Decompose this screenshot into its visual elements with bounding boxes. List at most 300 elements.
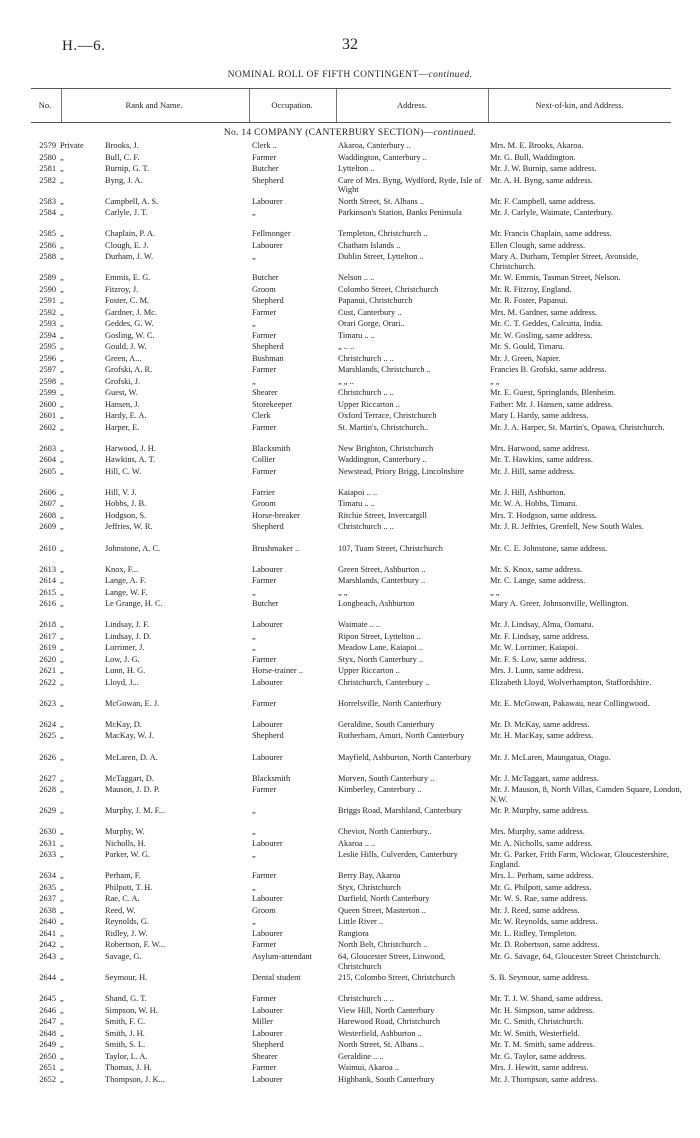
row-rank: „ bbox=[60, 342, 64, 352]
row-name: Hawkins, A. T. bbox=[105, 455, 156, 465]
row-next-of-kin: Mr. D. McKay, same address. bbox=[490, 719, 590, 729]
row-rank: „ bbox=[60, 307, 64, 317]
row-occupation: Shepherd bbox=[252, 522, 284, 532]
row-name: Simpson, W. H. bbox=[105, 1005, 158, 1015]
table-row bbox=[0, 388, 700, 400]
row-name: Lindsay, J. F. bbox=[105, 620, 150, 630]
row-name: Gardner, J. Mc. bbox=[105, 307, 157, 317]
row-occupation: Farmer bbox=[252, 307, 277, 317]
row-number: 2647 bbox=[39, 1017, 56, 1027]
row-number: 2614 bbox=[39, 576, 56, 586]
row-next-of-kin: Mr. G. Bull, Waddington. bbox=[490, 152, 576, 162]
row-number: 2604 bbox=[39, 455, 56, 465]
row-address: Styx, Christchurch bbox=[338, 882, 401, 892]
row-address: Marshlands, Canterbury .. bbox=[338, 576, 426, 586]
table-row bbox=[0, 1017, 700, 1029]
row-address: Nelson .. .. bbox=[338, 273, 375, 283]
row-occupation: Dental student bbox=[252, 973, 301, 982]
row-occupation: Labourer bbox=[252, 752, 283, 762]
row-next-of-kin: Mr. W. Emmis, Tasman Street, Nelson. bbox=[490, 273, 621, 283]
row-address: Rangiora bbox=[338, 928, 369, 938]
row-rank: „ bbox=[60, 666, 64, 676]
row-name: Reed, W. bbox=[105, 905, 136, 915]
row-address: Horrelsville, North Canterbury bbox=[338, 698, 442, 708]
row-occupation: Farmer bbox=[252, 654, 277, 664]
row-name: McGowan, E. J. bbox=[105, 698, 160, 708]
table-row bbox=[0, 164, 700, 176]
row-number: 2580 bbox=[39, 152, 56, 162]
row-number: 2598 bbox=[39, 376, 56, 386]
row-occupation: Labourer bbox=[252, 240, 283, 250]
row-occupation: Farmer bbox=[252, 422, 277, 432]
row-next-of-kin: Mr. J. Green, Napier. bbox=[490, 353, 561, 363]
row-number: 2588 bbox=[39, 252, 56, 262]
row-next-of-kin: Mr. E. McGowan, Pakawau, near Collingwood. bbox=[490, 698, 650, 708]
row-rank: „ bbox=[60, 894, 64, 904]
row-occupation: „ bbox=[252, 882, 256, 892]
row-address: Mayfield, Ashburton, North Canterbury bbox=[338, 752, 472, 762]
row-name: Gould, J. W. bbox=[105, 342, 147, 352]
table-row bbox=[0, 208, 700, 229]
row-next-of-kin: Mr. H. MacKay, same address. bbox=[490, 731, 594, 741]
table-row bbox=[0, 229, 700, 241]
row-next-of-kin: Mr. T. Hawkins, same address. bbox=[490, 455, 593, 465]
row-occupation: Farmer bbox=[252, 994, 277, 1004]
row-address: 215, Colombo Street, Christchurch bbox=[338, 973, 456, 982]
row-occupation: Butcher bbox=[252, 273, 279, 283]
row-rank: „ bbox=[60, 376, 64, 386]
row-name: Ridley, J. W. bbox=[105, 928, 148, 938]
row-name: Carlyle, J. T. bbox=[105, 208, 148, 218]
row-next-of-kin: Mr. C. Smith, Christchurch. bbox=[490, 1017, 584, 1027]
row-name: Geddes, G. W. bbox=[105, 319, 154, 329]
table-row bbox=[0, 411, 700, 423]
row-rank: „ bbox=[60, 973, 64, 982]
row-occupation: Labourer bbox=[252, 1028, 283, 1038]
row-rank: „ bbox=[60, 1005, 64, 1015]
row-number: 2643 bbox=[39, 951, 56, 961]
row-number: 2590 bbox=[39, 284, 56, 294]
row-address: Akaroa, Canterbury .. bbox=[338, 141, 411, 150]
row-address: Geraldine, South Canterbury bbox=[338, 719, 435, 729]
row-name: Hodgson, S. bbox=[105, 510, 147, 520]
row-occupation: Butcher bbox=[252, 599, 279, 609]
row-occupation: „ bbox=[252, 252, 256, 262]
table-row bbox=[0, 1052, 700, 1064]
row-rank: „ bbox=[60, 499, 64, 509]
column-header-no: No. bbox=[38, 100, 52, 110]
row-number: 2586 bbox=[39, 240, 56, 250]
row-number: 2631 bbox=[39, 838, 56, 848]
row-next-of-kin: Mr. C. E. Johnstone, same address. bbox=[490, 543, 608, 553]
row-address: Leslie Hills, Culverden, Canterbury bbox=[338, 850, 458, 860]
row-address: Christchurch .. .. bbox=[338, 994, 394, 1004]
row-number: 2607 bbox=[39, 499, 56, 509]
table-row bbox=[0, 342, 700, 354]
row-name: Thompson, J. K... bbox=[105, 1074, 165, 1084]
row-name: Savage, G. bbox=[105, 951, 142, 961]
row-rank: „ bbox=[60, 455, 64, 465]
row-number: 2597 bbox=[39, 365, 56, 375]
row-address: Colombo Street, Christchurch bbox=[338, 284, 439, 294]
row-next-of-kin: Mr. J. R. Jeffries, Grenfell, New South Wales. bbox=[490, 522, 644, 532]
section-heading-continued: continued. bbox=[433, 128, 477, 138]
row-occupation: „ bbox=[252, 376, 256, 386]
row-occupation: „ bbox=[252, 643, 256, 653]
row-next-of-kin: Mr. T. M. Smith, same address. bbox=[490, 1040, 595, 1050]
row-rank: „ bbox=[60, 599, 64, 609]
row-address: Kaiapoi .. .. bbox=[338, 487, 378, 497]
table-row bbox=[0, 871, 700, 883]
row-address: Darfield, North Canterbury bbox=[338, 894, 430, 904]
row-name: Parker, W. G. bbox=[105, 850, 151, 860]
row-name: Lange, A. F. bbox=[105, 576, 146, 586]
row-number: 2624 bbox=[39, 719, 56, 729]
table-row bbox=[0, 774, 700, 786]
row-rank: „ bbox=[60, 1028, 64, 1038]
row-address: View Hill, North Canterbury bbox=[338, 1005, 435, 1015]
row-next-of-kin: Mr. E. Guest, Springlands, Blenheim. bbox=[490, 388, 616, 398]
row-occupation: Groom bbox=[252, 499, 276, 509]
row-address: Morven, South Canterbury .. bbox=[338, 773, 435, 783]
row-name: Grofski, A. R. bbox=[105, 365, 153, 375]
row-occupation: „ bbox=[252, 208, 256, 218]
row-address: Akaroa .. .. bbox=[338, 838, 376, 848]
table-row bbox=[0, 544, 700, 565]
table-header bbox=[31, 88, 671, 123]
row-next-of-kin: Mr. Francis Chaplain, same address. bbox=[490, 229, 612, 239]
table-row bbox=[0, 994, 700, 1006]
row-next-of-kin: S. B. Seymour, same address. bbox=[490, 973, 590, 982]
row-rank: „ bbox=[60, 1040, 64, 1050]
row-name: Lindsay, J. D. bbox=[105, 631, 152, 641]
row-name: Lloyd, J... bbox=[105, 677, 139, 687]
row-rank: „ bbox=[60, 240, 64, 250]
row-next-of-kin: Mrs. J. Lunn, same address. bbox=[490, 666, 584, 676]
row-occupation: Labourer bbox=[252, 894, 283, 904]
row-occupation: Labourer bbox=[252, 677, 283, 687]
row-address: Queen Street, Masterton .. bbox=[338, 905, 426, 915]
row-next-of-kin: Mr. F. Campbell, same address. bbox=[490, 196, 596, 206]
row-name: Lorrimer, J. bbox=[105, 643, 145, 653]
row-next-of-kin: Mr. L. Ridley, Templeton. bbox=[490, 928, 577, 938]
row-occupation: Groom bbox=[252, 905, 276, 915]
table-row bbox=[0, 620, 700, 632]
row-rank: „ bbox=[60, 785, 64, 795]
row-name: McKay, D. bbox=[105, 719, 142, 729]
row-number: 2584 bbox=[39, 208, 56, 218]
row-next-of-kin: Mr. J. Carlyle, Waimate, Canterbury. bbox=[490, 208, 614, 218]
row-occupation: Clerk bbox=[252, 411, 271, 421]
table-row bbox=[0, 906, 700, 918]
table-row bbox=[0, 666, 700, 678]
row-next-of-kin: Mrs. L. Perham, same address. bbox=[490, 871, 594, 881]
table-row bbox=[0, 319, 700, 331]
row-occupation: Horse-trainer .. bbox=[252, 666, 303, 676]
row-rank: „ bbox=[60, 522, 64, 532]
row-address: Styx, North Canterbury .. bbox=[338, 654, 424, 664]
row-name: Knox, F... bbox=[105, 564, 139, 574]
row-number: 2635 bbox=[39, 882, 56, 892]
row-name: Perham, F. bbox=[105, 871, 141, 881]
row-address: North Street, St. Albans .. bbox=[338, 1040, 425, 1050]
row-address: Geraldine .. .. bbox=[338, 1051, 384, 1061]
table-row bbox=[0, 940, 700, 952]
row-address: Kimberley, Canterbury .. bbox=[338, 785, 422, 795]
row-number: 2613 bbox=[39, 564, 56, 574]
row-name: Philpott, T. H. bbox=[105, 882, 153, 892]
row-address: Dublin Street, Lyttelton .. bbox=[338, 252, 424, 262]
table-row bbox=[0, 827, 700, 839]
row-next-of-kin: Mr. H. Simpson, same address. bbox=[490, 1005, 595, 1015]
row-next-of-kin: Elizabeth Lloyd, Wolverhampton, Staffordshire. bbox=[490, 677, 652, 687]
row-number: 2637 bbox=[39, 894, 56, 904]
row-rank: „ bbox=[60, 353, 64, 363]
row-number: 2605 bbox=[39, 466, 56, 476]
row-occupation: Farmer bbox=[252, 785, 277, 795]
row-next-of-kin: Mr. J. McLaren, Maungatua, Otago. bbox=[490, 752, 611, 762]
row-next-of-kin: Mr. D. Robertson, same address. bbox=[490, 940, 600, 950]
row-address: 107, Tuam Street, Christchurch bbox=[338, 543, 443, 553]
row-address: „ „ bbox=[338, 587, 348, 597]
table-row bbox=[0, 678, 700, 699]
row-number: 2646 bbox=[39, 1005, 56, 1015]
row-occupation: Labourer bbox=[252, 620, 283, 630]
row-name: Byng, J. A. bbox=[105, 175, 143, 185]
row-next-of-kin: Mr. J. Mauson, 8, North Villas, Camden Square, London, N.W. bbox=[490, 785, 684, 804]
column-header-occupation: Occupation. bbox=[271, 100, 313, 110]
row-address: Newstead, Priory Brigg, Lincolnshire bbox=[338, 466, 464, 476]
row-rank: „ bbox=[60, 1017, 64, 1027]
row-rank: „ bbox=[60, 175, 64, 185]
table-row bbox=[0, 423, 700, 444]
row-rank: „ bbox=[60, 273, 64, 283]
row-occupation: Farrier bbox=[252, 487, 275, 497]
row-address: Green Street, Ashburton .. bbox=[338, 564, 426, 574]
row-address: Waddington, Canterbury .. bbox=[338, 152, 427, 162]
table-row bbox=[0, 141, 700, 153]
row-name: Thomas, J. H. bbox=[105, 1063, 152, 1073]
row-name: Hill, V. J. bbox=[105, 487, 137, 497]
row-occupation: „ bbox=[252, 806, 256, 816]
table-row bbox=[0, 894, 700, 906]
row-occupation: Farmer bbox=[252, 466, 277, 476]
row-rank: „ bbox=[60, 388, 64, 398]
table-row bbox=[0, 917, 700, 929]
row-address: Meadow Lane, Kaiapoi .. bbox=[338, 643, 424, 653]
row-name: Grofski, J. bbox=[105, 376, 141, 386]
row-occupation: Fellmonger bbox=[252, 229, 291, 239]
row-rank: „ bbox=[60, 677, 64, 687]
section-heading bbox=[0, 128, 700, 138]
table-row bbox=[0, 655, 700, 667]
table-row bbox=[0, 511, 700, 523]
row-rank: „ bbox=[60, 731, 64, 741]
row-rank: „ bbox=[60, 905, 64, 915]
row-address: Papanui, Christchurch bbox=[338, 296, 413, 306]
table-row bbox=[0, 1006, 700, 1018]
table-row bbox=[0, 377, 700, 389]
row-address: Christchurch .. .. bbox=[338, 388, 394, 398]
table-row bbox=[0, 699, 700, 720]
row-address: Timaru .. .. bbox=[338, 330, 375, 340]
row-number: 2644 bbox=[39, 973, 56, 982]
row-rank: „ bbox=[60, 564, 64, 574]
row-occupation: Asylum-attendant bbox=[252, 951, 313, 961]
row-name: Fitzroy, J. bbox=[105, 284, 139, 294]
row-name: Burnip, G. T. bbox=[105, 164, 150, 173]
row-rank: „ bbox=[60, 806, 64, 816]
table-row bbox=[0, 331, 700, 343]
row-address: Waddington, Canterbury .. bbox=[338, 455, 427, 465]
row-name: Lange, W. F. bbox=[105, 587, 148, 597]
table-row bbox=[0, 929, 700, 941]
row-number: 2625 bbox=[39, 731, 56, 741]
row-next-of-kin: Mr. C. Lange, same address. bbox=[490, 576, 586, 586]
row-occupation: Farmer bbox=[252, 365, 277, 375]
row-name: Bull, C. F. bbox=[105, 152, 140, 162]
table-row bbox=[0, 850, 700, 871]
row-address: Ritchie Street, Invercargill bbox=[338, 510, 427, 520]
row-occupation: Farmer bbox=[252, 871, 277, 881]
page-title-continued: continued. bbox=[428, 70, 473, 80]
table-row bbox=[0, 632, 700, 644]
table-row bbox=[0, 806, 700, 827]
row-name: Rae, C. A. bbox=[105, 894, 140, 904]
row-rank: „ bbox=[60, 510, 64, 520]
row-number: 2581 bbox=[39, 164, 56, 173]
row-number: 2650 bbox=[39, 1051, 56, 1061]
row-occupation: „ bbox=[252, 319, 256, 329]
row-rank: „ bbox=[60, 576, 64, 586]
row-number: 2610 bbox=[39, 543, 56, 553]
row-number: 2608 bbox=[39, 510, 56, 520]
row-rank: „ bbox=[60, 587, 64, 597]
row-number: 2627 bbox=[39, 773, 56, 783]
table-row bbox=[0, 785, 700, 806]
table-row bbox=[0, 400, 700, 412]
table-row bbox=[0, 467, 700, 488]
row-next-of-kin: „ „ bbox=[490, 376, 500, 386]
table-row bbox=[0, 576, 700, 588]
table-row bbox=[0, 241, 700, 253]
row-number: 2616 bbox=[39, 599, 56, 609]
row-number: 2630 bbox=[39, 827, 56, 837]
row-occupation: „ bbox=[252, 850, 256, 860]
row-occupation: Labourer bbox=[252, 719, 283, 729]
row-number: 2629 bbox=[39, 806, 56, 816]
table-row bbox=[0, 599, 700, 620]
row-number: 2615 bbox=[39, 587, 56, 597]
row-name: Emmis, E. G. bbox=[105, 273, 151, 283]
row-name: Mauson, J. D. P. bbox=[105, 785, 160, 795]
row-number: 2582 bbox=[39, 175, 56, 185]
row-number: 2603 bbox=[39, 443, 56, 453]
row-number: 2601 bbox=[39, 411, 56, 421]
row-address: Care of Mrs. Byng, Wydford, Ryde, Isle of Wight bbox=[338, 175, 484, 195]
row-number: 2583 bbox=[39, 196, 56, 206]
table-row bbox=[0, 1075, 700, 1087]
row-occupation: Shearer bbox=[252, 388, 278, 398]
row-address: Christchurch, Canterbury .. bbox=[338, 677, 430, 687]
row-address: „ „ .. bbox=[338, 376, 354, 386]
row-rank: „ bbox=[60, 928, 64, 938]
row-occupation: Horse-breaker bbox=[252, 510, 300, 520]
row-next-of-kin: Mr. R. Foster, Papanui. bbox=[490, 296, 568, 306]
row-occupation: Labourer bbox=[252, 196, 283, 206]
row-name: Durham, J. W. bbox=[105, 252, 154, 262]
row-rank: „ bbox=[60, 850, 64, 860]
row-occupation: Groom bbox=[252, 284, 276, 294]
row-occupation: Blacksmith bbox=[252, 773, 291, 783]
row-name: Robertson, F. W... bbox=[105, 940, 166, 950]
row-next-of-kin: Mr. G. Taylor, same address. bbox=[490, 1051, 587, 1061]
row-rank: „ bbox=[60, 208, 64, 218]
row-address: Timaru .. .. bbox=[338, 499, 375, 509]
row-next-of-kin: Francies B. Grofski, same address. bbox=[490, 365, 607, 375]
row-next-of-kin: Mr. F. S. Low, same address. bbox=[490, 654, 587, 664]
row-occupation: Clerk .. bbox=[252, 141, 277, 150]
row-next-of-kin: Mr. W. S. Rae, same address. bbox=[490, 894, 588, 904]
row-next-of-kin: Mr. G. Savage, 64, Gloucester Street Christchurch. bbox=[490, 951, 661, 961]
row-number: 2600 bbox=[39, 399, 56, 409]
row-rank: „ bbox=[60, 196, 64, 206]
table-row bbox=[0, 839, 700, 851]
row-next-of-kin: „ „ bbox=[490, 587, 500, 597]
row-address: Cheviot, North Canterbury.. bbox=[338, 827, 432, 837]
table-row bbox=[0, 565, 700, 577]
row-rank: „ bbox=[60, 882, 64, 892]
row-rank: „ bbox=[60, 871, 64, 881]
row-rank: „ bbox=[60, 838, 64, 848]
table-row bbox=[0, 354, 700, 366]
row-name: Guest, W. bbox=[105, 388, 138, 398]
row-occupation: Farmer bbox=[252, 330, 277, 340]
row-occupation: Butcher bbox=[252, 164, 279, 173]
row-address: Upper Riccarton .. bbox=[338, 399, 400, 409]
row-address: Christchurch .. .. bbox=[338, 522, 394, 532]
table-row bbox=[0, 444, 700, 456]
row-name: MacKay, W. J. bbox=[105, 731, 155, 741]
row-occupation: Labourer bbox=[252, 564, 283, 574]
row-occupation: „ bbox=[252, 631, 256, 641]
row-number: 2640 bbox=[39, 917, 56, 927]
table-row bbox=[0, 252, 700, 273]
row-name: McLaren, D. A. bbox=[105, 752, 158, 762]
row-rank: „ bbox=[60, 940, 64, 950]
row-name: Smith, F. C. bbox=[105, 1017, 146, 1027]
row-next-of-kin: Father: Mr. J. Hansen, same address. bbox=[490, 399, 614, 409]
table-row bbox=[0, 643, 700, 655]
row-address: Briggs Road, Marshland, Canterbury bbox=[338, 806, 462, 816]
table-row bbox=[0, 588, 700, 600]
row-rank: „ bbox=[60, 399, 64, 409]
row-occupation: Miller bbox=[252, 1017, 273, 1027]
row-number: 2595 bbox=[39, 342, 56, 352]
row-address: Oxford Terrace, Christchurch bbox=[338, 411, 437, 421]
table-row bbox=[0, 1063, 700, 1075]
row-occupation: „ bbox=[252, 827, 256, 837]
row-rank: „ bbox=[60, 296, 64, 306]
row-name: Shand, G. T. bbox=[105, 994, 147, 1004]
row-number: 2638 bbox=[39, 905, 56, 915]
row-occupation: Brushmaker .. bbox=[252, 543, 300, 553]
row-name: Jeffries, W. R. bbox=[105, 522, 153, 532]
row-number: 2593 bbox=[39, 319, 56, 329]
row-next-of-kin: Mr. A. Nicholls, same address. bbox=[490, 838, 593, 848]
row-address: Berry Bay, Akaroa bbox=[338, 871, 401, 881]
row-next-of-kin: Mr. P. Murphy, same address. bbox=[490, 806, 590, 816]
